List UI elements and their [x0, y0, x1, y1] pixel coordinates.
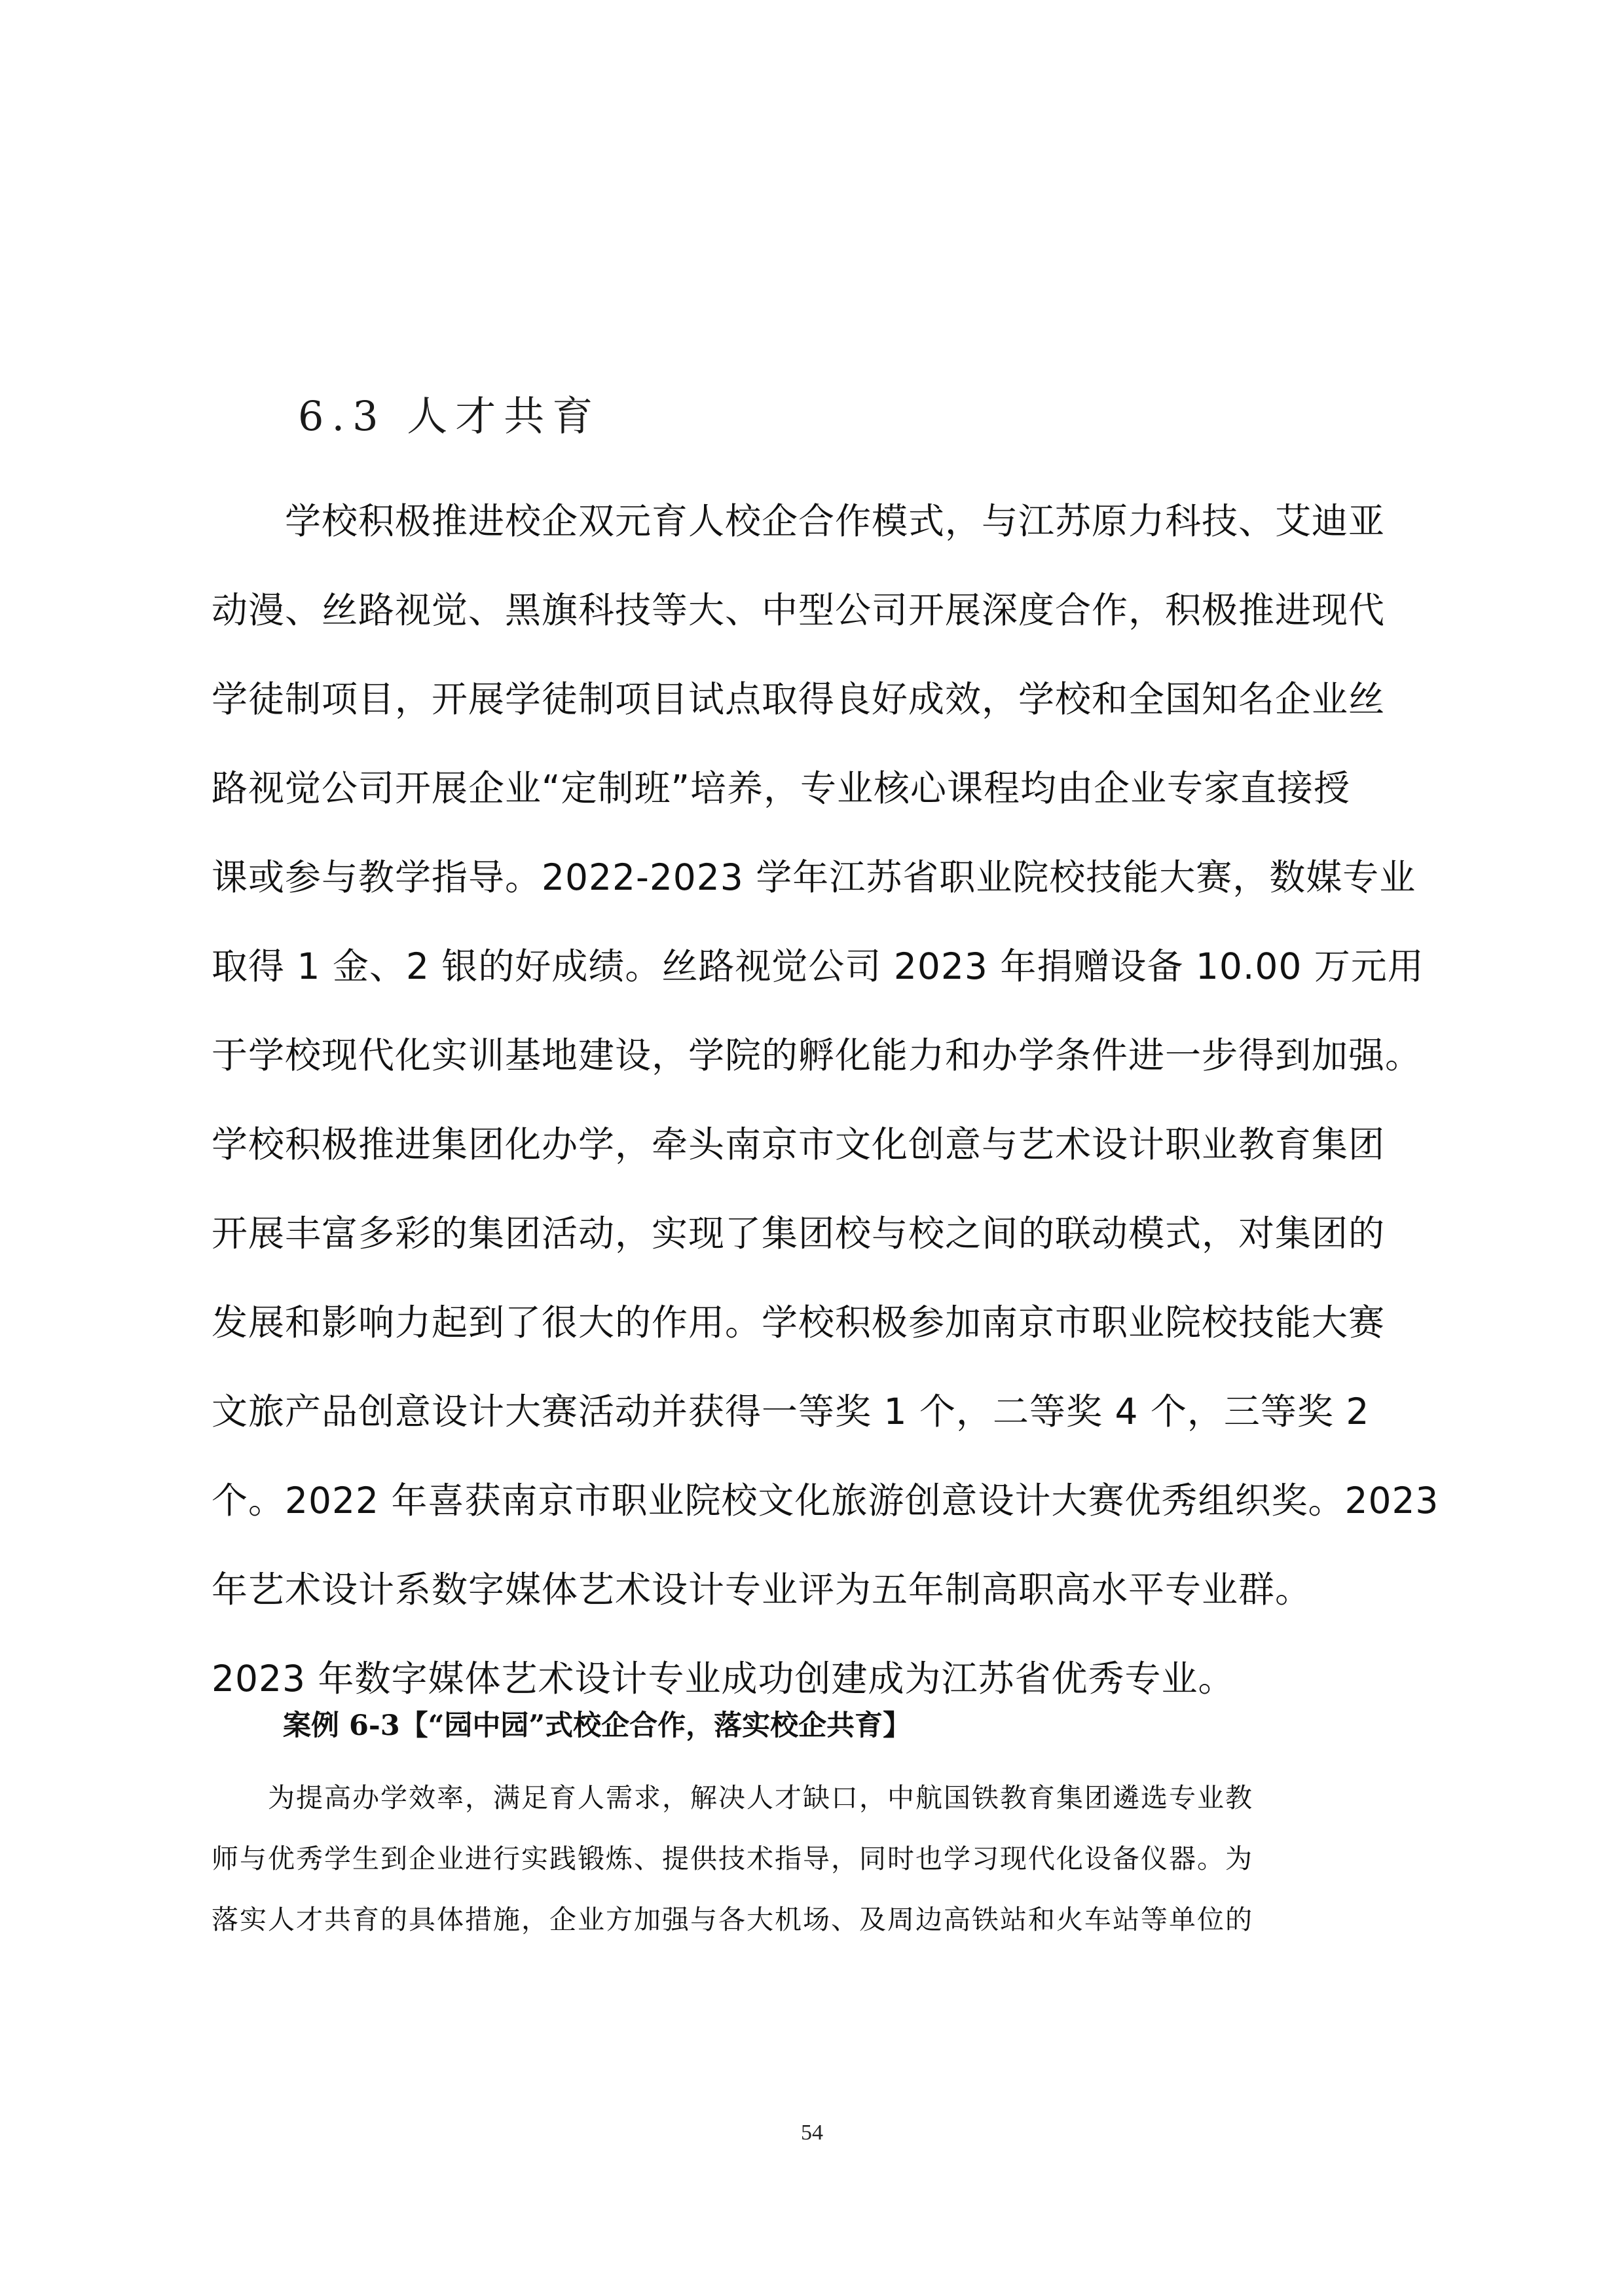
body-line: 年艺术设计系数字媒体艺术设计专业评为五年制高职高水平专业群。	[212, 1569, 1312, 1611]
page-number: 54	[801, 2121, 823, 2145]
section-heading: 6.3 人才共育	[298, 392, 601, 440]
body-line: 动漫、丝路视觉、黑旗科技等大、中型公司开展深度合作，积极推进现代	[212, 589, 1386, 631]
body-line: 2023 年数字媒体艺术设计专业成功创建成为江苏省优秀专业。	[212, 1658, 1235, 1700]
body-line: 发展和影响力起到了很大的作用。学校积极参加南京市职业院校技能大赛	[212, 1302, 1386, 1343]
body-line: 学校积极推进集团化办学，牵头南京市文化创意与艺术设计职业教育集团	[212, 1123, 1386, 1165]
case-line: 落实人才共育的具体措施，企业方加强与各大机场、及周边高铁站和火车站等单位的	[212, 1904, 1253, 1935]
body-line: 文旅产品创意设计大赛活动并获得一等奖 1 个，二等奖 4 个，三等奖 2	[212, 1391, 1370, 1432]
body-line: 于学校现代化实训基地建设，学院的孵化能力和办学条件进一步得到加强。	[212, 1034, 1422, 1076]
case-line: 为提高办学效率，满足育人需求，解决人才缺口，中航国铁教育集团遴选专业教	[212, 1782, 1253, 1813]
section-body	[212, 477, 1439, 1723]
case-body	[212, 1768, 1410, 1950]
body-line: 学徒制项目，开展学徒制项目试点取得良好成效，学校和全国知名企业丝	[212, 678, 1386, 720]
case-line: 师与优秀学生到企业进行实践锻炼、提供技术指导，同时也学习现代化设备仪器。为	[212, 1843, 1253, 1874]
body-line: 路视觉公司开展企业“定制班”培养，专业核心课程均由企业专家直接授	[212, 767, 1350, 809]
body-line: 开展丰富多彩的集团活动，实现了集团校与校之间的联动模式，对集团的	[212, 1212, 1386, 1254]
body-line: 课或参与教学指导。2022-2023 学年江苏省职业院校技能大赛，数媒专业	[212, 856, 1416, 898]
case-title: 案例 6-3【“园中园”式校企合作，落实校企共育】	[283, 1709, 912, 1742]
body-line: 学校积极推进校企双元育人校企合作模式，与江苏原力科技、艾迪亚	[212, 500, 1386, 542]
body-line: 取得 1 金、2 银的好成绩。丝路视觉公司 2023 年捐赠设备 10.00 万元用	[212, 945, 1424, 987]
body-line: 个。2022 年喜获南京市职业院校文化旅游创意设计大赛优秀组织奖。2023	[212, 1480, 1439, 1522]
